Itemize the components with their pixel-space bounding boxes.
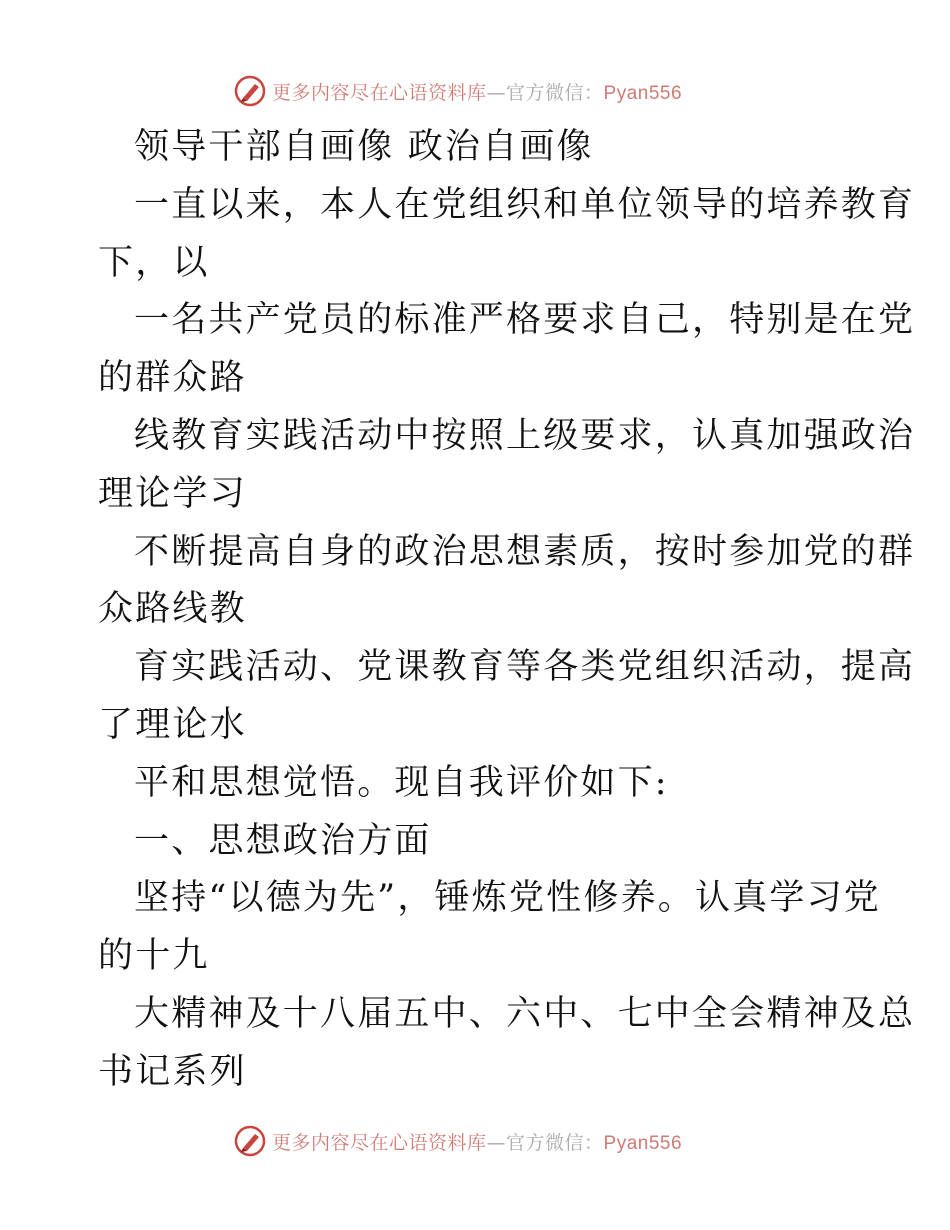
watermark-text xyxy=(272,78,682,105)
paragraph-line: 不断提高自身的政治思想素质，按时参加党的群 xyxy=(134,531,916,572)
pen-logo-icon xyxy=(234,1125,266,1157)
paragraph-line: 平和思想觉悟。现自我评价如下: xyxy=(134,762,669,803)
watermark-site: 更多内容尽在心语资料库 xyxy=(272,81,487,104)
watermark-id: Pyan556 xyxy=(603,1132,683,1154)
paragraph-line: 大精神及十八届五中、六中、七中全会精神及总 xyxy=(134,993,916,1034)
watermark-id: Pyan556 xyxy=(603,82,683,104)
section-heading: 一、思想政治方面 xyxy=(134,820,432,861)
watermark-text xyxy=(272,1128,682,1155)
paragraph-line: 书记系列 xyxy=(98,1051,247,1092)
watermark-separator: — xyxy=(486,1131,507,1154)
paragraph-line: 育实践活动、党课教育等各类党组织活动，提高 xyxy=(134,647,916,688)
page-title: 领导干部自画像 政治自画像 xyxy=(134,127,594,167)
watermark-site: 更多内容尽在心语资料库 xyxy=(272,1131,487,1154)
header-watermark xyxy=(234,74,682,108)
paragraph-line: 众路线教 xyxy=(98,589,247,630)
paragraph-line: 了理论水 xyxy=(98,704,247,745)
document-body xyxy=(98,119,916,1102)
paragraph-line: 一名共产党员的标准严格要求自己，特别是在党 xyxy=(134,300,916,341)
footer-watermark xyxy=(234,1124,682,1158)
paragraph-line: 的群众路 xyxy=(98,358,247,399)
pen-logo-icon xyxy=(234,75,266,107)
paragraph-line: 线教育实践活动中按照上级要求，认真加强政治 xyxy=(134,415,916,456)
watermark-separator: — xyxy=(486,81,507,104)
paragraph-line: 的十九 xyxy=(98,936,210,977)
watermark-label: 官方微信： xyxy=(506,81,604,104)
paragraph-line: 坚持“以德为先”，锤炼党性修养。认真学习党 xyxy=(134,878,881,919)
watermark-label: 官方微信： xyxy=(506,1131,604,1154)
paragraph-line: 下，以 xyxy=(98,242,210,283)
paragraph-line: 理论学习 xyxy=(98,473,247,514)
paragraph-line: 一直以来，本人在党组织和单位领导的培养教育 xyxy=(134,184,916,225)
